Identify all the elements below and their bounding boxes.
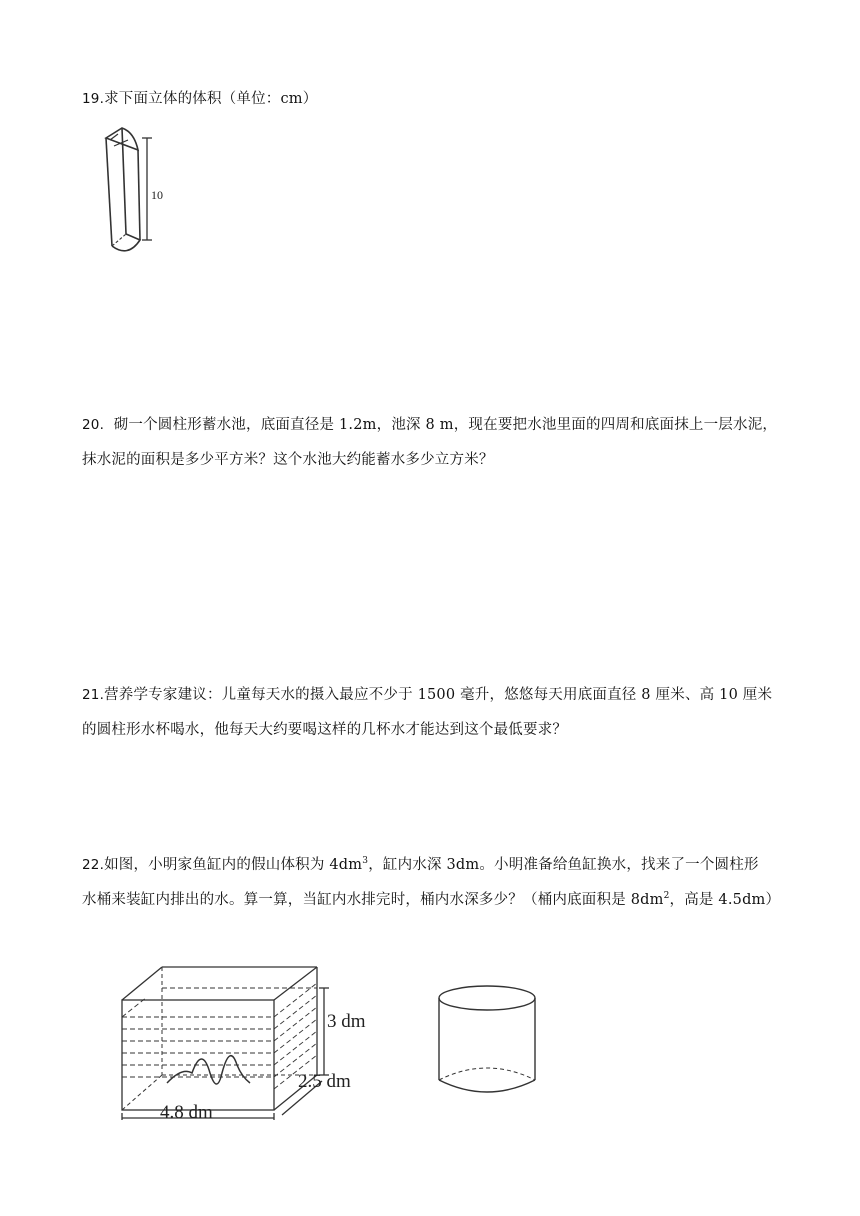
question-text-line2: 的圆柱形水杯喝水，他每天大约要喝这样的几杯水才能达到这个最低要求？ <box>82 722 568 738</box>
cylinder-bucket-figure <box>435 982 545 1102</box>
question-number: 19. <box>82 91 105 107</box>
question-text: 求下面立体的体积（单位：cm） <box>104 91 318 107</box>
length-label: 4.8 dm <box>160 1102 213 1120</box>
question-21 <box>82 678 812 748</box>
question-text-line2a: 水桶来装缸内排出的水。算一算，当缸内水排完时，桶内水深多少？（桶内底面积是 8dm <box>82 892 664 908</box>
question-text-line2: 抹水泥的面积是多少平方米？这个水池大约能蓄水多少立方米？ <box>82 452 494 468</box>
question-text-line1b: ，缸内水深 3dm。小明准备给鱼缸换水，找来了一个圆柱形 <box>368 857 759 873</box>
question-text-line1a: 如图，小明家鱼缸内的假山体积为 4dm <box>104 857 363 873</box>
question-number: 22. <box>82 857 105 873</box>
question-text-line1: 营养学专家建议：儿童每天水的摄入最应不少于 1500 毫升，悠悠每天用底面直径 8 厘米、高 10 厘米 <box>104 687 773 703</box>
question-number: 20. <box>82 417 105 433</box>
question-text-line2b: ，高是 4.5dm） <box>669 892 781 908</box>
height-label: 10 <box>151 188 163 202</box>
depth-label: 3 dm <box>327 1011 366 1032</box>
wedge-cylinder-figure <box>98 122 178 262</box>
question-22 <box>82 848 812 918</box>
question-19 <box>82 82 812 117</box>
fish-tank-figure <box>112 955 382 1120</box>
question-text-line1: 砌一个圆柱形蓄水池，底面直径是 1.2m，池深 8 m，现在要把水池里面的四周和底面抹上一层水泥， <box>113 417 778 433</box>
width-label: 2.5 dm <box>298 1071 351 1092</box>
question-number: 21. <box>82 687 105 703</box>
superscript-3: 3 <box>362 856 369 867</box>
superscript-2: 2 <box>663 891 670 902</box>
question-20 <box>82 408 812 478</box>
